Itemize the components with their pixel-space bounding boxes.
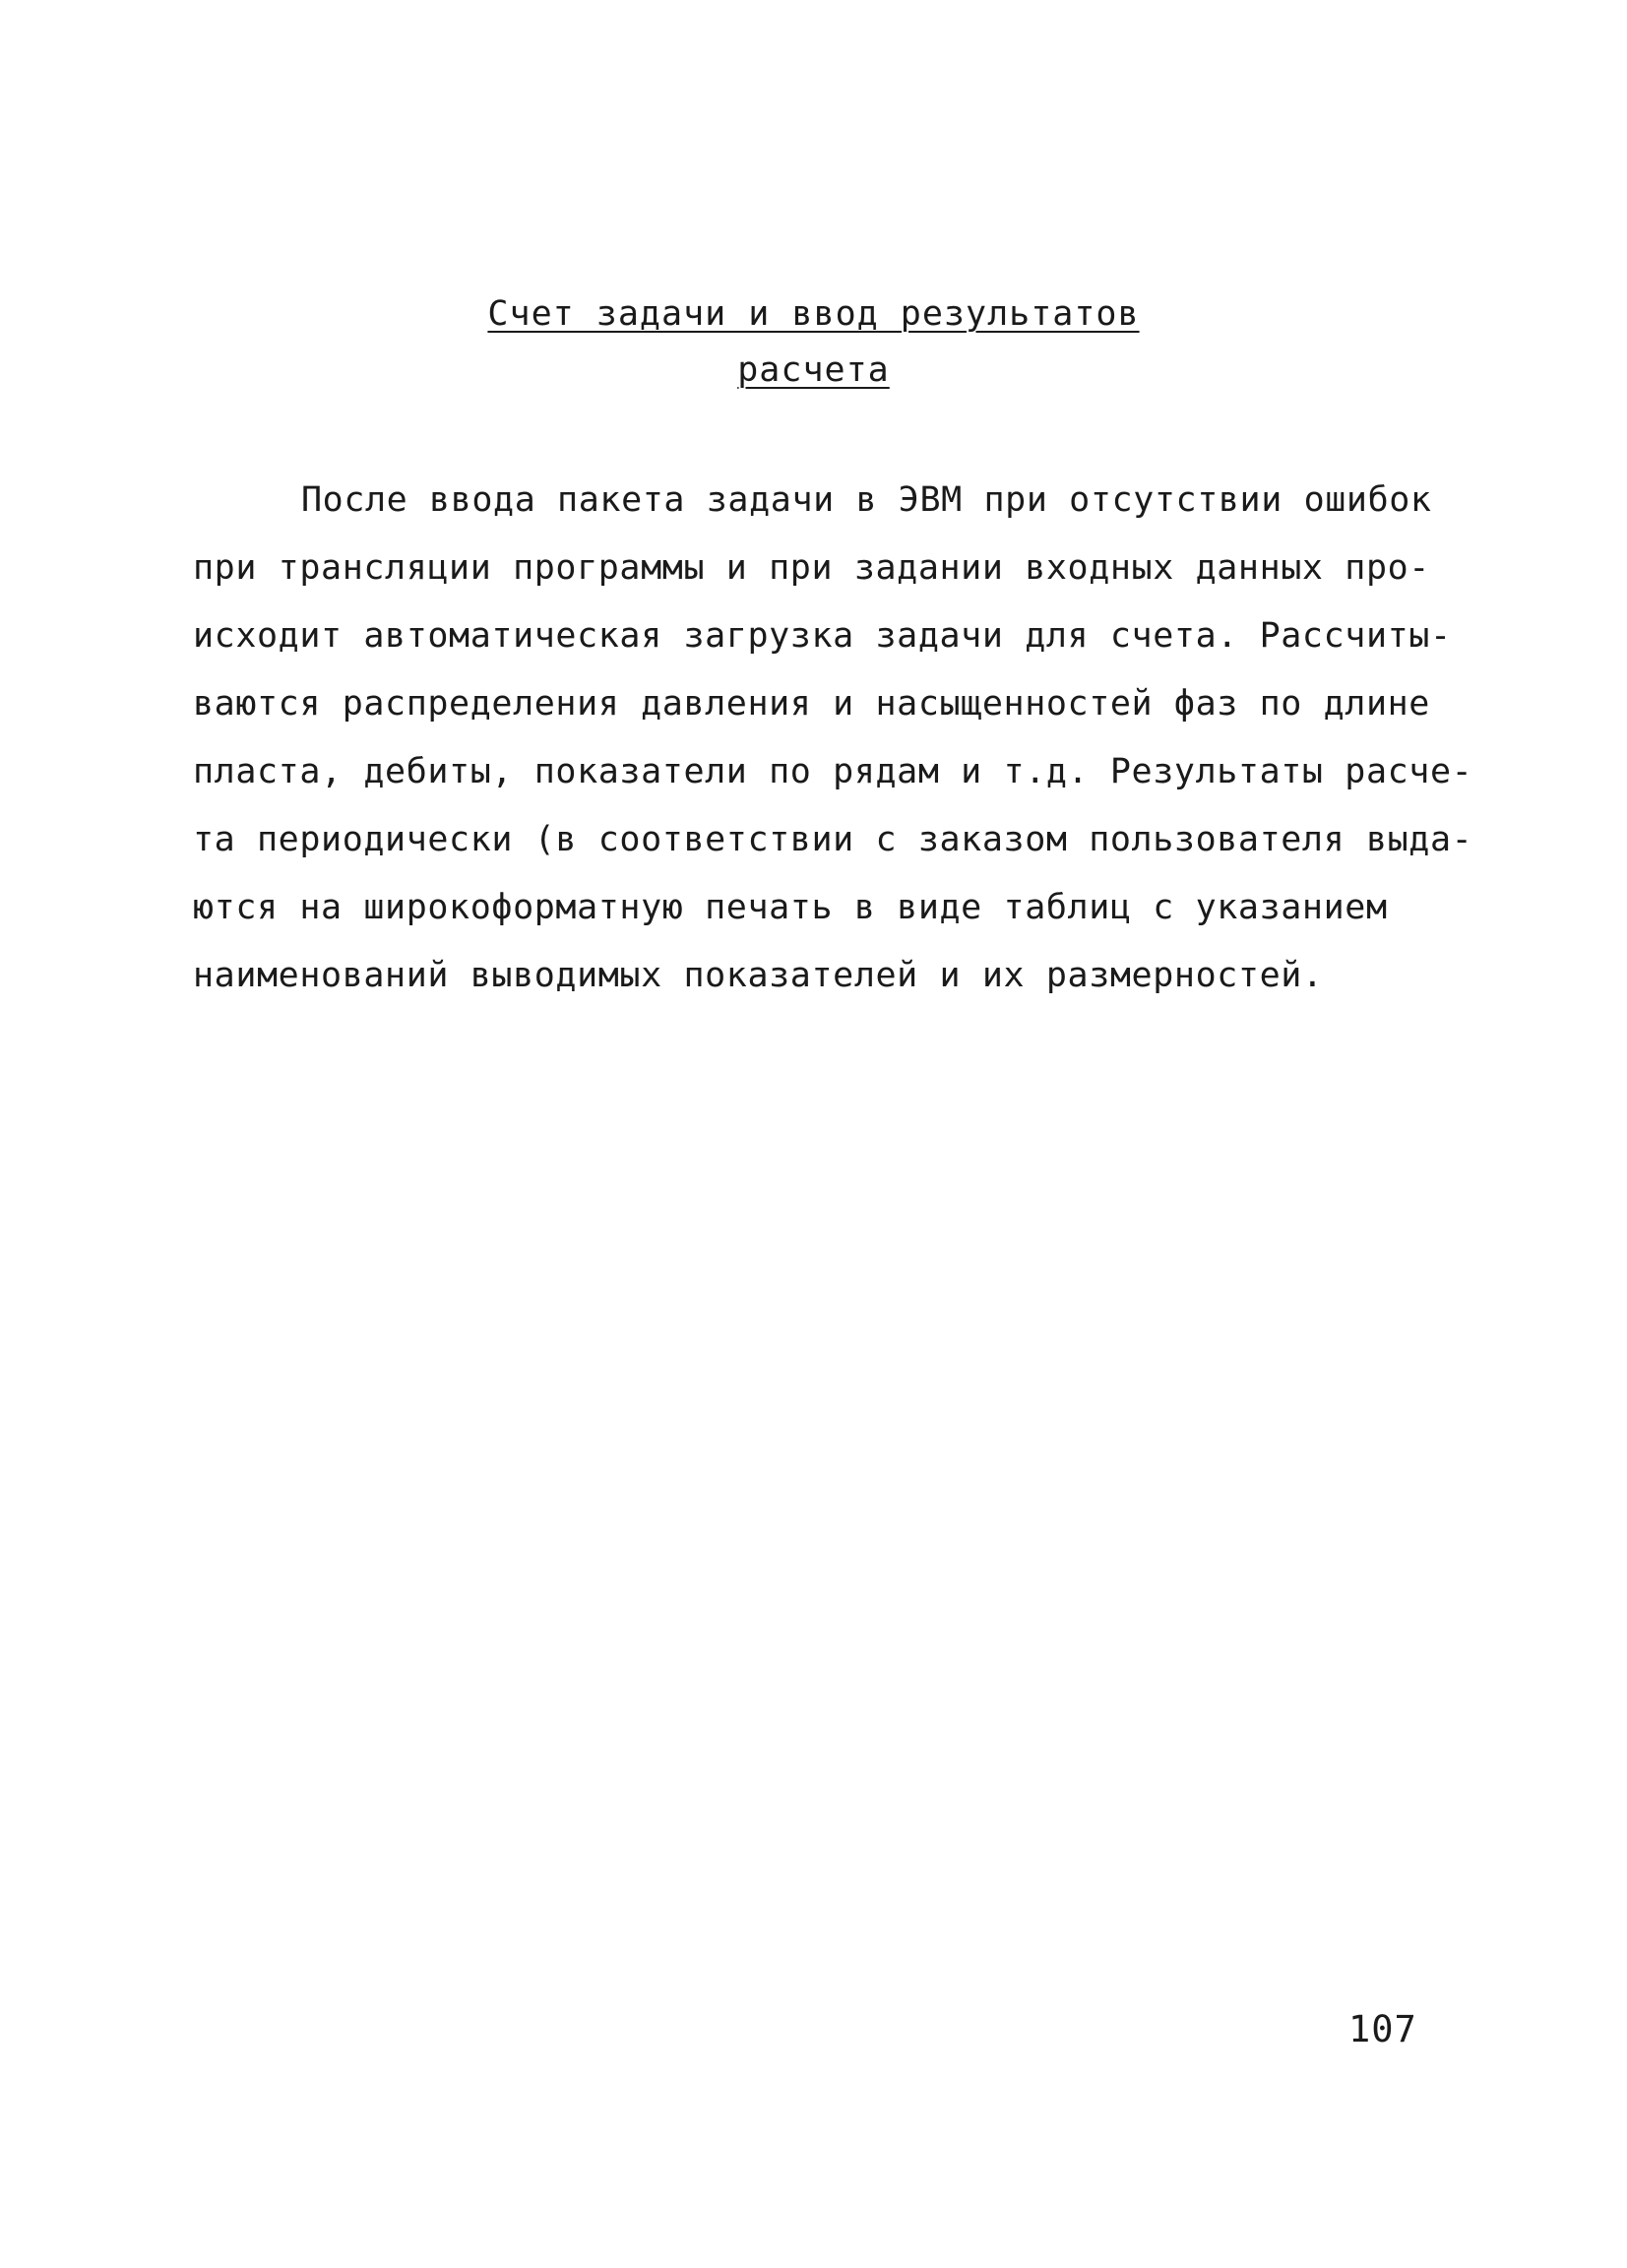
body-line: пласта, дебиты, показатели по рядам и т.д. Результаты расче- — [193, 752, 1473, 791]
body-line: ются на широкоформатную печать в виде таблиц с указанием — [193, 888, 1388, 927]
body-line: ваются распределения давления и насыщенностей фаз по длине — [193, 684, 1430, 724]
body-line: исходит автоматическая загрузка задачи для счета. Рассчиты- — [193, 616, 1452, 656]
body-paragraph — [193, 467, 1473, 1010]
body-line: при трансляции программы и при задании входных данных про- — [193, 548, 1430, 588]
body-line: После ввода пакета задачи в ЭВМ при отсутствии ошибок — [301, 480, 1432, 520]
section-title-line-2: расчета — [737, 350, 890, 390]
section-title-continued — [0, 346, 1627, 394]
section-title-line-1: Счет задачи и ввод результатов — [487, 294, 1140, 334]
body-line: та периодически (в соответствии с заказом пользователя выда- — [193, 820, 1473, 859]
section-title — [0, 290, 1627, 338]
body-line: наименований выводимых показателей и их размерностей. — [193, 956, 1324, 995]
page-number: 107 — [1348, 2008, 1417, 2050]
